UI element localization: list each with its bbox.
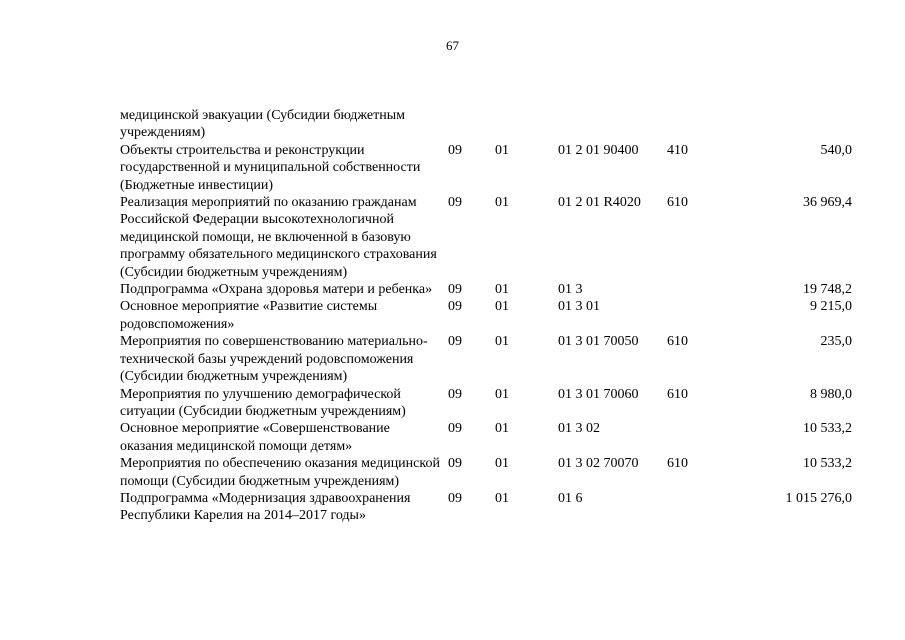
table-row xyxy=(120,455,860,490)
row-section-code: 09 xyxy=(448,386,462,402)
row-subsection-code: 01 xyxy=(495,456,509,472)
row-target-code: 01 6 xyxy=(558,490,583,506)
row-description: Реализация мероприятий по оказанию гражданам Российской Федерации высокотехнологичной медицинской помощи, не включенной в базовую программу обязательного медицинского страхования (Субсидии бюджетным учреждениям) xyxy=(120,195,437,280)
row-expense-type: 610 xyxy=(667,334,688,350)
page-number: 67 xyxy=(446,38,459,53)
row-section-code: 09 xyxy=(448,299,462,315)
row-subsection-code: 01 xyxy=(495,142,509,158)
row-amount: 8 980,0 xyxy=(810,386,852,402)
table-row xyxy=(120,333,860,385)
row-section-code: 09 xyxy=(448,195,462,211)
row-amount: 19 748,2 xyxy=(803,282,852,298)
table-row xyxy=(120,281,860,298)
row-expense-type: 610 xyxy=(667,456,688,472)
row-amount: 10 533,2 xyxy=(803,456,852,472)
row-target-code: 01 3 02 xyxy=(558,421,600,437)
row-amount: 540,0 xyxy=(820,142,852,158)
table-row xyxy=(120,142,860,194)
row-section-code: 09 xyxy=(448,456,462,472)
table-row xyxy=(120,194,860,281)
row-subsection-code: 01 xyxy=(495,334,509,350)
row-subsection-code: 01 xyxy=(495,421,509,437)
row-description: Основное мероприятие «Совершенствование оказания медицинской помощи детям» xyxy=(120,421,390,454)
table-row xyxy=(120,490,860,525)
row-description: Мероприятия по совершенствованию материально-технической базы учреждений родовспоможения (Субсидии бюджетным учреждениям) xyxy=(120,334,428,385)
row-target-code: 01 2 01 90400 xyxy=(558,142,639,158)
row-target-code: 01 3 02 70070 xyxy=(558,456,639,472)
row-amount: 235,0 xyxy=(820,334,852,350)
row-subsection-code: 01 xyxy=(495,282,509,298)
row-description: медицинской эвакуации (Субсидии бюджетным учреждениям) xyxy=(120,108,406,141)
row-description: Мероприятия по улучшению демографической ситуации (Субсидии бюджетным учреждениям) xyxy=(120,386,406,419)
row-subsection-code: 01 xyxy=(495,386,509,402)
row-subsection-code: 01 xyxy=(495,195,509,211)
row-amount: 9 215,0 xyxy=(810,299,852,315)
row-amount: 1 015 276,0 xyxy=(785,490,852,506)
row-description: Подпрограмма «Модернизация здравоохранения Республики Карелия на 2014–2017 годы» xyxy=(120,490,411,524)
row-section-code: 09 xyxy=(448,282,462,298)
budget-table xyxy=(120,107,860,525)
row-description: Объекты строительства и реконструкции государственной и муниципальной собственности (Бюджетные инвестиции) xyxy=(120,142,421,193)
row-section-code: 09 xyxy=(448,142,462,158)
row-section-code: 09 xyxy=(448,334,462,350)
row-description: Основное мероприятие «Развитие системы родовспоможения» xyxy=(120,299,378,332)
row-expense-type: 410 xyxy=(667,142,688,158)
row-section-code: 09 xyxy=(448,490,462,506)
row-subsection-code: 01 xyxy=(495,490,509,506)
row-expense-type: 610 xyxy=(667,195,688,211)
table-row xyxy=(120,107,860,142)
table-row xyxy=(120,420,860,455)
row-description: Подпрограмма «Охрана здоровья матери и ребенка» xyxy=(120,282,433,298)
row-amount: 36 969,4 xyxy=(803,195,852,211)
table-row xyxy=(120,298,860,333)
row-description: Мероприятия по обеспечению оказания медицинской помощи (Субсидии бюджетным учреждениям) xyxy=(120,456,440,489)
row-target-code: 01 2 01 R4020 xyxy=(558,195,641,211)
row-section-code: 09 xyxy=(448,421,462,437)
row-subsection-code: 01 xyxy=(495,299,509,315)
row-target-code: 01 3 01 70060 xyxy=(558,386,639,402)
table-row xyxy=(120,386,860,421)
row-target-code: 01 3 xyxy=(558,282,583,298)
row-target-code: 01 3 01 70050 xyxy=(558,334,639,350)
row-target-code: 01 3 01 xyxy=(558,299,600,315)
row-expense-type: 610 xyxy=(667,386,688,402)
row-amount: 10 533,2 xyxy=(803,421,852,437)
